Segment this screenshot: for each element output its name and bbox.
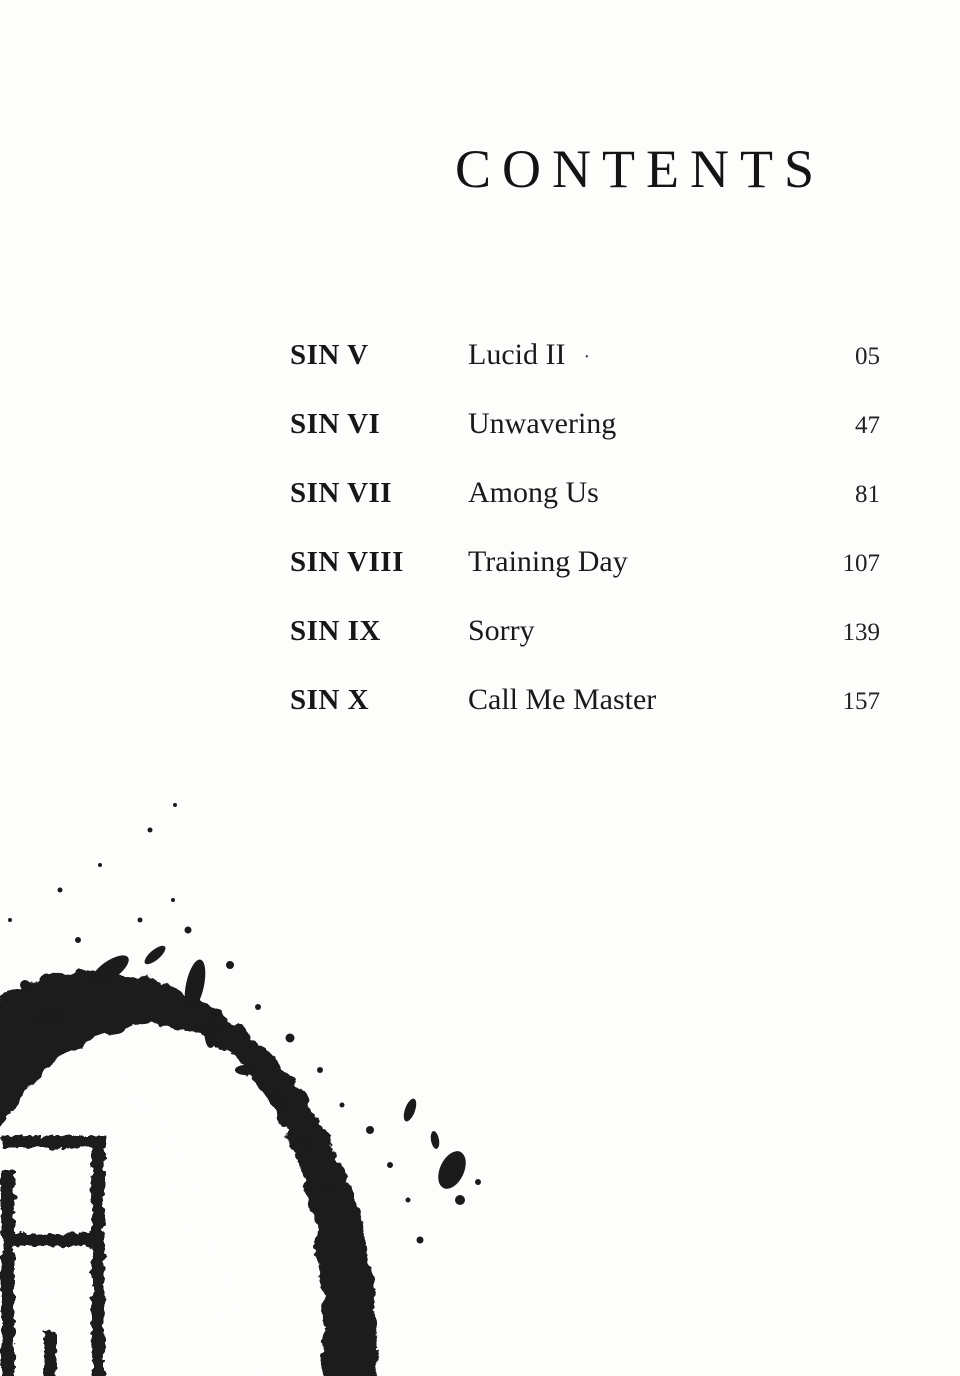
chapter-mark: · (583, 345, 591, 368)
list-item[interactable] (290, 407, 880, 476)
chapter-number: SIN IX (290, 615, 381, 647)
contents-list (290, 338, 880, 752)
chapter-title (468, 614, 820, 648)
list-item[interactable] (290, 545, 880, 614)
chapter-number: SIN VI (290, 408, 381, 440)
chapter-page-number: 107 (842, 550, 880, 577)
chapter-title (468, 476, 820, 510)
chapter-title (468, 545, 820, 579)
chapter-page-number: 157 (842, 688, 880, 715)
chapter-title-text: Unwavering (468, 407, 617, 440)
chapter-page-number: 05 (855, 343, 880, 370)
chapter-number: SIN VII (290, 477, 393, 509)
chapter-title-text: Training Day (468, 545, 628, 578)
chapter-title-text: Lucid II (468, 338, 566, 371)
chapter-title-text: Sorry (468, 614, 535, 647)
chapter-title (468, 683, 820, 717)
chapter-number: SIN X (290, 684, 370, 716)
chapter-number: SIN V (290, 339, 369, 371)
chapter-title-text: Call Me Master (468, 683, 657, 716)
chapter-page-number: 81 (855, 481, 880, 508)
grunge-crescent-logo-icon (0, 770, 520, 1376)
list-item[interactable] (290, 614, 880, 683)
chapter-title (468, 407, 820, 441)
list-item[interactable] (290, 476, 880, 545)
chapter-title (468, 338, 820, 372)
chapter-title-text: Among Us (468, 476, 599, 509)
chapter-page-number: 139 (842, 619, 880, 646)
list-item[interactable] (290, 683, 880, 752)
page-title: CONTENTS (455, 139, 825, 199)
chapter-number: SIN VIII (290, 546, 404, 578)
list-item[interactable] (290, 338, 880, 407)
chapter-page-number: 47 (855, 412, 880, 439)
